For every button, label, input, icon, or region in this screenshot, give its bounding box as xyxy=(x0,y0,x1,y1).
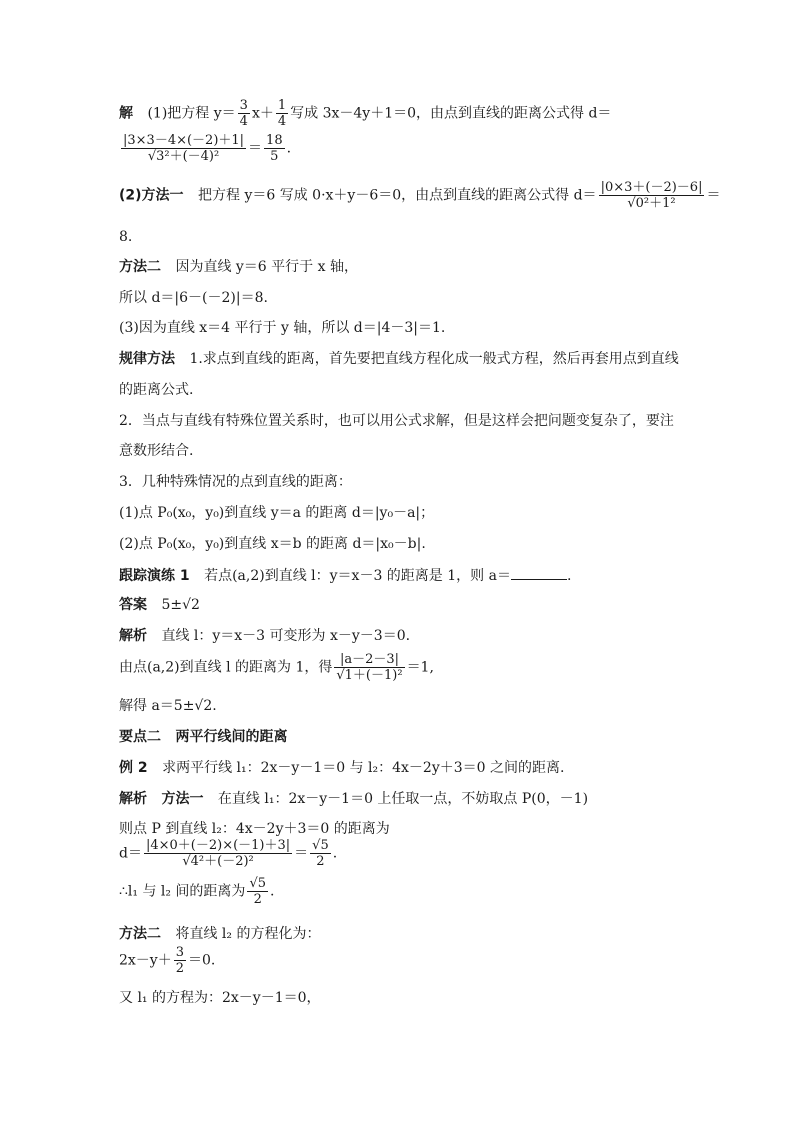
exercise-fraction: $\frac{|a-2-3|}{\text{√1＋(－1)²}}$ xyxy=(336,652,403,683)
fraction-3-2: $\frac{3}{2}$ xyxy=(175,945,184,976)
example-label: 例 2 xyxy=(119,760,148,776)
example-analysis-label: 解析 xyxy=(119,791,147,807)
solution-1-text-c: 写成 3x－4y＋1＝0，由点到直线的距离公式得 d＝ xyxy=(290,105,612,122)
rules-line-6: (1)点 P₀(x₀，y₀)到直线 y＝a 的距离 d＝|y₀－a|； xyxy=(119,505,435,521)
solution-1-text-b: x＋ xyxy=(251,105,274,122)
exercise-label: 跟踪演练 1 xyxy=(119,568,190,584)
solution-1-text-a: (1)把方程 y＝ xyxy=(147,105,236,122)
section-label: 要点二 xyxy=(119,729,161,745)
analysis-label: 解析 xyxy=(119,628,147,644)
rules-line-2: 的距离公式. xyxy=(119,382,194,398)
example-distance-fraction: $\frac{|4\times 0+(-2)\times(-1)+3|}{\text{√4²＋(－2)²}}$ xyxy=(145,838,291,869)
fraction-1-4: $\frac{1}{4}$ xyxy=(277,98,287,129)
solution-2-text: 把方程 y＝6 写成 0·x＋y－6＝0，由点到直线的距离公式得 d＝ xyxy=(198,187,597,204)
example-method-two-line: 方法二 将直线 l₂ 的方程化为： xyxy=(119,926,321,942)
rules-line-5: 3．几种特殊情况的点到直线的距离： xyxy=(119,474,352,490)
method-one-label: (2)方法一 xyxy=(119,187,184,204)
answer-label: 答案 xyxy=(119,597,147,613)
example-analysis-line-4: ∴l₁ 与 l₂ 间的距离为 $\frac{√5}{2}$ . xyxy=(119,876,275,907)
solution-2-line-1: (2)方法一 把方程 y＝6 写成 0·x＋y－6＝0，由点到直线的距离公式得 d＝ $\frac{|0\times 3+(-2)-6|}{\text{√0²＋1²}}$ ＝ xyxy=(119,180,721,211)
example-analysis-line-3: d＝ $\frac{|4\times 0+(-2)\times(-1)+3|}{\text{√4²＋(－2)²}}$ ＝ $\frac{√5}{2}$ . xyxy=(119,838,338,869)
example-method-one-label: 方法一 xyxy=(161,791,204,807)
exercise-analysis-line-2: 由点(a,2)到直线 l 的距离为 1，得 $\frac{|a-2-3|}{\text{√1＋(－1)²}}$ ＝1, xyxy=(119,652,434,683)
solution-label: 解 xyxy=(119,105,133,122)
rules-line-7: (2)点 P₀(x₀，y₀)到直线 x＝b 的距离 d＝|x₀－b|. xyxy=(119,536,426,552)
example-method-two-label: 方法二 xyxy=(119,926,161,942)
example-method-two-eq: 2x－y＋ $\frac{3}{2}$ ＝0. xyxy=(119,945,216,976)
solution-1-line-2: $\frac{|3\times 3-4\times(-2)+1|}{\text{√3²＋(－4)²}}$ ＝ $\frac{18}{5}$ . xyxy=(123,133,292,164)
example-analysis-line-1: 解析 方法一 在直线 l₁：2x－y－1＝0 上任取一点，不妨取点 P(0，－1) xyxy=(119,791,589,807)
distance-fraction: $\frac{|3\times 3-4\times(-2)+1|}{\text{√3²＋(－4)²}}$ xyxy=(123,133,245,164)
section-heading xyxy=(119,728,287,746)
rules-line-1: 规律方法 1.求点到直线的距离，首先要把直线方程化成一般式方程，然后再套用点到直线 xyxy=(119,351,679,367)
fraction-3-4: $\frac{3}{4}$ xyxy=(239,98,248,129)
example-analysis-line-2: 则点 P 到直线 l₂：4x－2y＋3＝0 的距离为 xyxy=(119,821,390,837)
example-line: 例 2 求两平行线 l₁：2x－y－1＝0 与 l₂：4x－2y＋3＝0 之间的距离. xyxy=(119,760,565,776)
section-title: 两平行线间的距离 xyxy=(175,729,288,745)
answer-blank xyxy=(511,566,567,580)
solution-3-line: (3)因为直线 x＝4 平行于 y 轴，所以 d＝|4－3|＝1. xyxy=(119,320,446,336)
example-result-fraction: $\frac{√5}{2}$ xyxy=(312,838,329,869)
method-two-label: 方法二 xyxy=(119,259,161,275)
solution-1-line-1 xyxy=(119,98,611,129)
answer-value: 5±√2 xyxy=(161,597,200,613)
method-two-result: 所以 d＝|6－(－2)|＝8. xyxy=(119,290,268,306)
distance-fraction-2: $\frac{|0\times 3+(-2)-6|}{\text{√0²＋1²}}$ xyxy=(600,180,703,211)
method-two-line: 方法二 因为直线 y＝6 平行于 x 轴， xyxy=(119,259,358,275)
rules-label: 规律方法 xyxy=(119,351,175,367)
rules-line-3: 2．当点与直线有特殊位置关系时，也可以用公式求解，但是这样会把问题变复杂了，要注 xyxy=(119,413,674,429)
exercise-analysis-line-1: 解析 直线 l：y＝x－3 可变形为 x－y－3＝0. xyxy=(119,628,411,644)
exercise-line: 跟踪演练 1 若点(a,2)到直线 l：y＝x－3 的距离是 1，则 a＝ . xyxy=(119,568,572,584)
example-method-two-line-3: 又 l₁ 的方程为：2x－y－1＝0， xyxy=(119,990,321,1006)
exercise-analysis-line-3: 解得 a＝5±√2. xyxy=(119,698,217,714)
solution-2-line-2: 8. xyxy=(119,229,133,245)
answer-line xyxy=(119,596,200,614)
fraction-18-5: $\frac{18}{5}$ xyxy=(266,133,283,164)
rules-line-4: 意数形结合. xyxy=(119,443,194,459)
example-conclusion-fraction: $\frac{√5}{2}$ xyxy=(249,876,266,907)
